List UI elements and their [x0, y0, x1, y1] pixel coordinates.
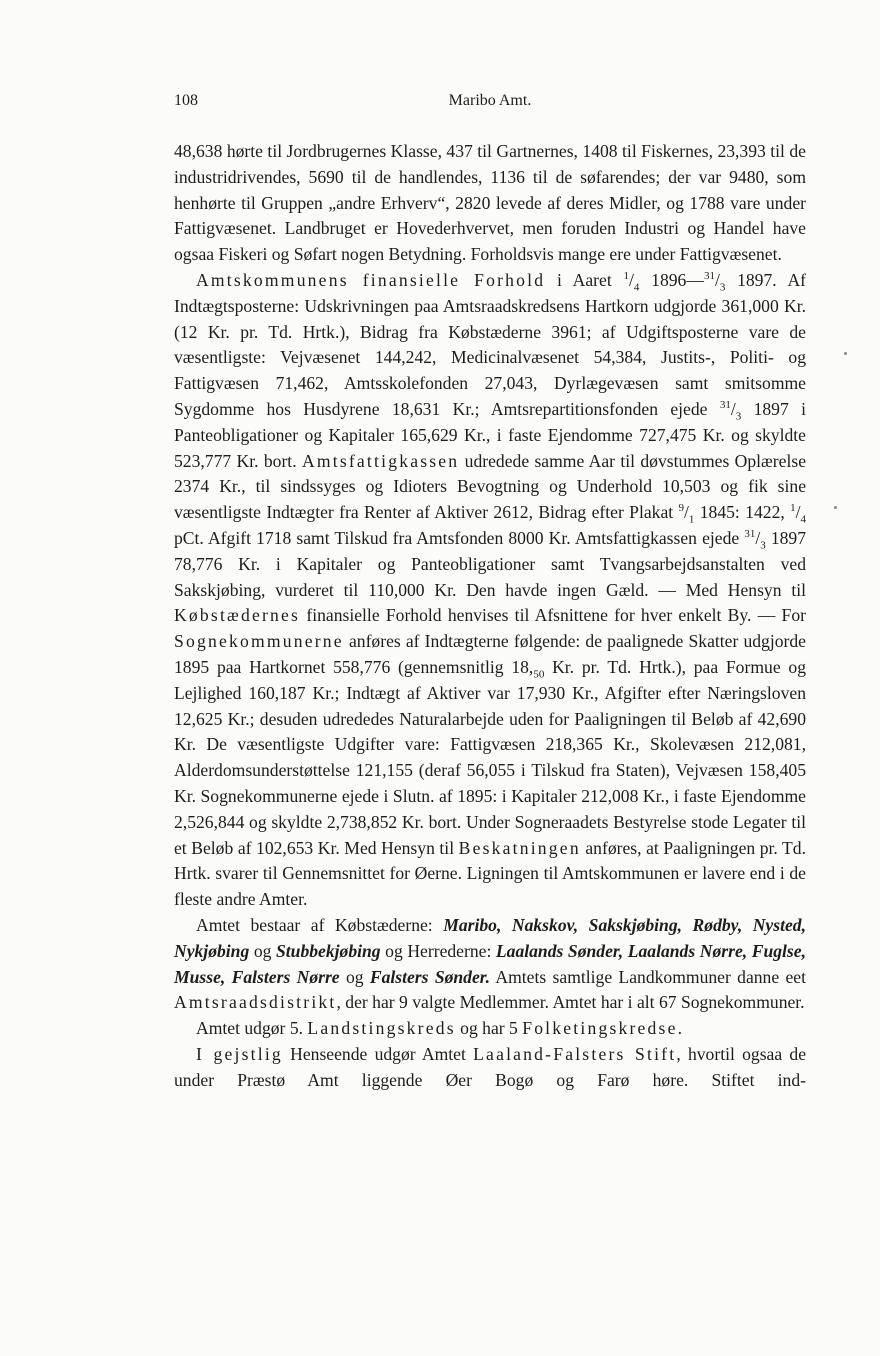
fraction-numerator: 31	[719, 399, 731, 412]
body-text	[174, 139, 806, 1093]
district-name-falsters-sonder: Falsters Sønder.	[369, 966, 491, 987]
spaced-heading-landstingskreds: Landstingskreds	[307, 1018, 456, 1039]
page-number: 108	[174, 92, 198, 109]
spaced-heading-folketingskredse: Folketingskredse.	[522, 1018, 685, 1039]
spaced-heading-beskatningen: Beskatningen	[458, 837, 581, 858]
fraction-numerator: 9	[678, 502, 684, 515]
spaced-heading-sognekommunerne: Sognekommunerne	[174, 631, 344, 652]
decimal-subscript: 50	[533, 668, 545, 681]
spaced-heading-stift: Laaland-Falsters Stift	[473, 1043, 677, 1064]
district-names: Laalands Sønder, Laalands Nørre, Fuglse, Musse, Falsters Nørre	[174, 940, 806, 987]
fraction-denominator: 4	[800, 513, 807, 526]
fraction-denominator: 4	[633, 281, 640, 294]
town-name-stubbekjobing: Stubbekjøbing	[276, 940, 381, 961]
spaced-heading-gejstlig: I gejstlig	[196, 1043, 283, 1064]
fraction-denominator: 3	[719, 281, 726, 294]
paragraph-finances: Amtskommunens finansielle Forhold i Aaret $^1/_4$ $1896—^{31}/_3$ 1897. Af Indtægtsposterne: Udskrivningen paa Amtsraadskredsens Hartkorn udgjorde 361,000 Kr. (12 Kr. pr. Td. Hrtk.), Bidrag fra Købstæderne 3961; af Udgiftsposterne vare de væsentligste: Vejvæsenet 144,242, Medicinalvæsenet 54,384, Justits-, Politi- og Fattigvæsen 71,462, Amtsskolefonden 27,043, Dyrlægevæsen samt smitsomme Sygdomme hos Husdyrene 18,631 Kr.; Amtsrepartitionsfonden ejede $^{31}/_3$ 1897 i Panteobligationer og Kapitaler 165,629 Kr., i faste Ejendomme 727,475 Kr. og skyldte 523,777 Kr. bort. Amtsfattigkassen udredede samme Aar til døvstummes Oplærelse 2374 Kr., til sindssyges og Idioters Bevogtning og Underhold 10,503 og fik sine væsentligste Indtægter fra Renter af Aktiver 2612, Bidrag efter Plakat $^9/_1$ 1845: 1422, $^1/_4$ pCt. Afgift 1718 samt Tilskud fra Amtsfonden 8000 Kr. Amtsfattigkassen ejede $^{31}/_3$ 1897 78,776 Kr. i Kapitaler og Panteobligationer samt Tvangsarbejdsanstalten ved Sakskjøbing, vurderet til 110,000 Kr. Den havde ingen Gæld. — Med Hensyn til Købstædernes finansielle Forhold henvises til Afsnittene for hver enkelt By. — For Sognekommunerne anføres af Indtægterne følgende: de paalignede Skatter udgjorde 1895 paa Hartkornet 558,776 (gennemsnitlig $18,_{50}$ Kr. pr. Td. Hrtk.), paa Formue og Lejlighed 160,187 Kr.; Indtægt af Aktiver var 17,930 Kr., Afgifter efter Næringsloven 12,625 Kr.; desuden udrededes Naturalarbejde uden for Paaligningen til Beløb af 42,690 Kr. De væsentligste Udgifter vare: Fattigvæsen 218,365 Kr., Skolevæsen 212,081, Alderdomsunderstøttelse 121,155 (deraf 56,055 i Tilskud fra Staten), Vejvæsen 158,405 Kr. Sognekommunerne ejede i Slutn. af 1895: i Kapitaler 212,008 Kr., i faste Ejendomme 2,526,844 og skyldte 2,738,852 Kr. bort. Under Sogneraadets Bestyrelse stode Legater til et Beløb af 102,653 Kr. Med Hensyn til Beskatningen anføres, at Paaligningen pr. Td. Hrtk. svarer til Gennemsnittet for Øerne. Ligningen til Amtskommunen er lavere end i de fleste andre Amter.	[174, 269, 807, 910]
paper-speck	[834, 506, 837, 509]
running-head: Maribo Amt.	[448, 92, 532, 109]
fraction-denominator: 3	[735, 410, 742, 423]
paragraph-constituencies: Amtet udgør 5. Landstingskreds og har 5 Folketingskredse.	[196, 1018, 685, 1039]
fraction-numerator: 31	[703, 270, 715, 283]
paragraph-occupations: 48,638 hørte til Jordbrugernes Klasse, 437 til Gartnernes, 1408 til Fiskernes, 23,393 til de industridrivendes, 5690 til de handlendes, 1136 til de søfarendes; der var 9480, som henhørte til Gruppen „andre Erhverv“, 2820 levede af deres Midler, og 1788 vare under Fattigvæsenet. Landbruget er Hovederhvervet, men foruden Industri og Handel have ogsaa Fiskeri og Søfart nogen Betydning. Forholdsvis mange ere under Fattigvæsenet.	[174, 141, 806, 265]
fraction-denominator: 3	[760, 539, 766, 552]
page-header	[174, 92, 806, 116]
fraction-numerator: 1	[623, 270, 629, 283]
fraction-numerator: 1	[790, 502, 796, 515]
spaced-heading-amtskommunens: Amtskommunens finansielle Forhold	[196, 269, 546, 290]
paper-speck	[844, 352, 847, 355]
paragraph-towns-districts: Amtet bestaar af Købstæderne: Maribo, Nakskov, Sakskjøbing, Rødby, Nysted, Nykjøbing og Stubbekjøbing og Herrederne: Laalands Sønder, Laalands Nørre, Fuglse, Musse, Falsters Nørre og Falsters Sønder. Amtets samtlige Landkommuner danne eet Amtsraadsdistrikt, der har 9 valgte Medlemmer. Amtet har i alt 67 Sognekommuner.	[174, 914, 806, 1013]
spaced-heading-amtsraadsdistrikt: Amtsraadsdistrikt	[174, 992, 337, 1013]
fraction-denominator: 1	[688, 513, 695, 526]
town-names: Maribo, Nakskov, Sakskjøbing, Rødby, Nysted, Nykjøbing	[174, 914, 806, 961]
spaced-heading-kobstaedernes: Købstædernes	[174, 605, 301, 626]
spaced-heading-amtsfattigkassen: Amtsfattigkassen	[301, 450, 460, 471]
paragraph-diocese: I gejstlig Henseende udgør Amtet Laaland-Falsters Stift, hvortil ogsaa de under Præstø Amt liggende Øer Bogø og Farø høre. Stiftet ind-	[174, 1043, 807, 1090]
fraction-numerator: 31	[744, 528, 756, 541]
